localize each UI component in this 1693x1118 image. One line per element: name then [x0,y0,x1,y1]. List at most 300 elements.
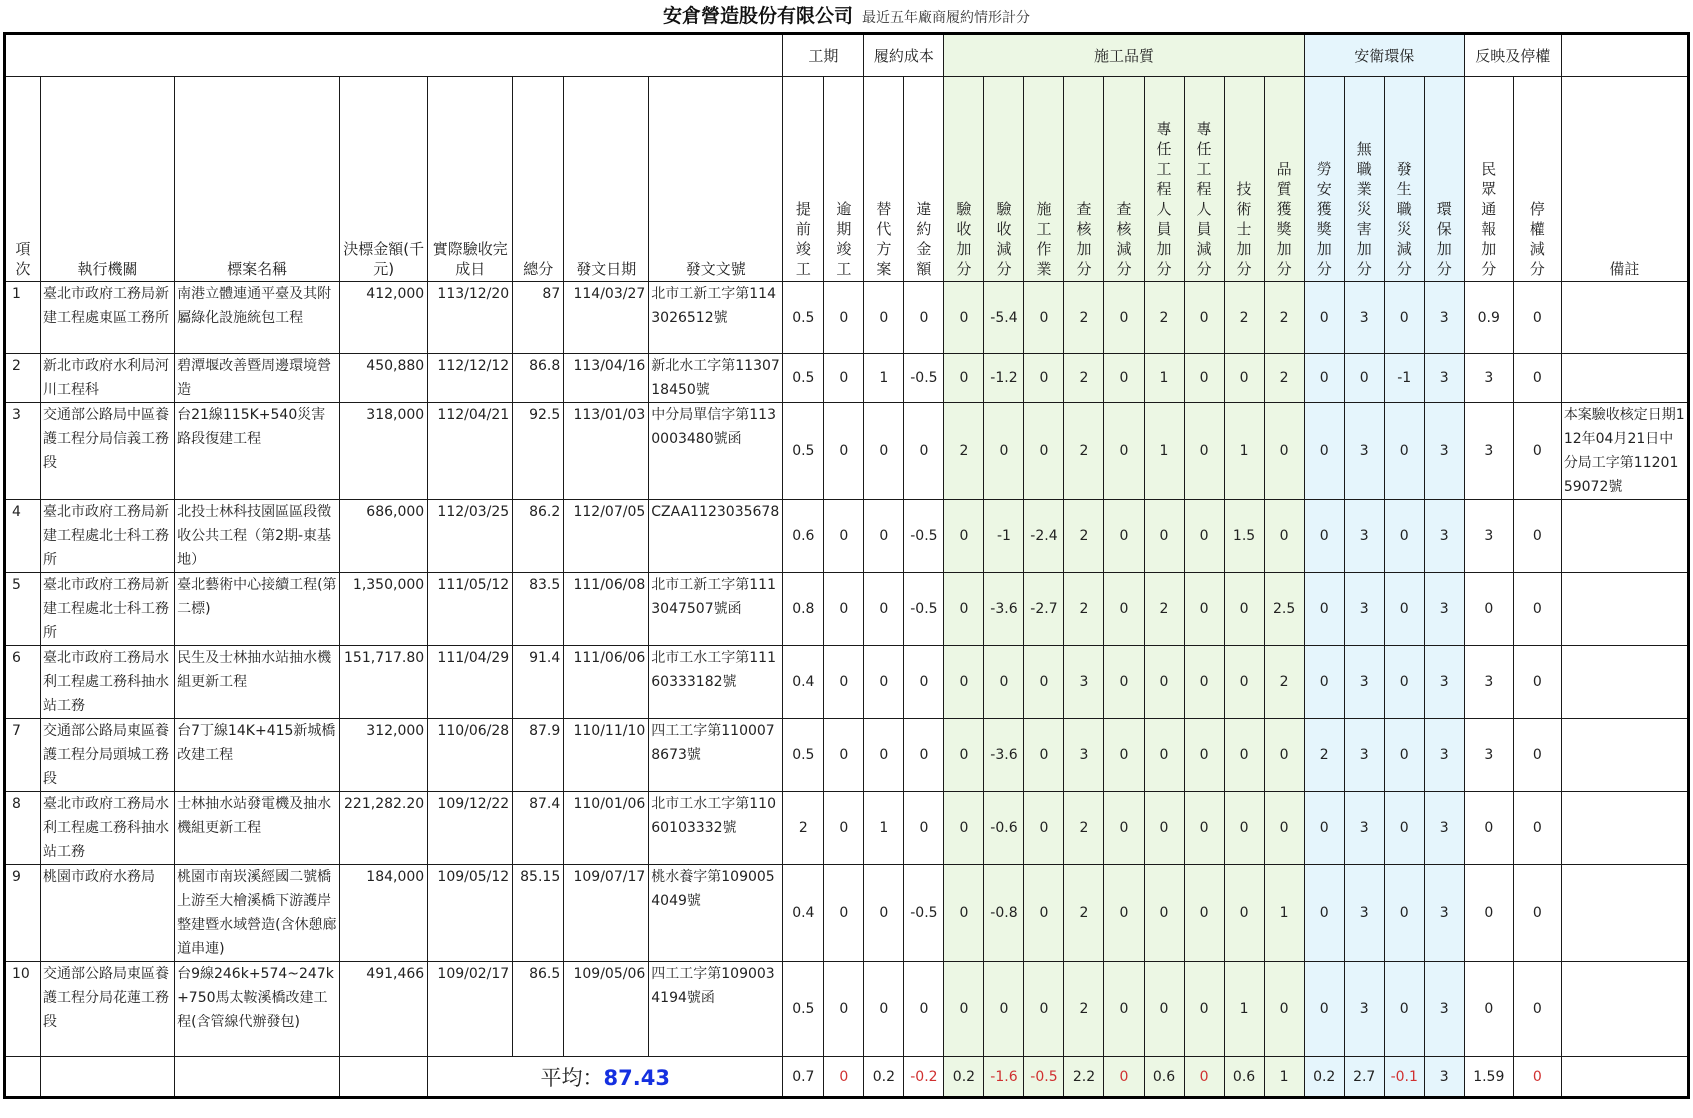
row-score-12: 0 [1224,354,1264,403]
row-score-7: 0 [1024,282,1064,354]
row-score-11: 0 [1184,719,1224,792]
row-score-1: 0.6 [783,500,824,573]
row-score-15: 3 [1344,719,1384,792]
row-score-19: 0 [1513,719,1561,792]
row-index: 3 [5,403,41,500]
performance-score-table [3,32,1690,1099]
row-score-2: 0 [824,792,864,865]
table-row [5,403,1689,500]
row-doc-date: 112/07/05 [564,500,649,573]
row-score-16: -1 [1384,354,1424,403]
row-accept-date: 109/05/12 [428,865,513,962]
row-remark [1561,354,1688,403]
row-score-10: 0 [1144,792,1184,865]
row-total: 91.4 [513,646,564,719]
col-idx: 項次 [5,77,41,282]
row-score-11: 0 [1184,354,1224,403]
row-score-2: 0 [824,500,864,573]
row-amount: 686,000 [340,500,428,573]
row-score-4: -0.5 [904,354,944,403]
group-quality: 施工品質 [944,34,1304,77]
group-report: 反映及停權 [1464,34,1561,77]
row-doc-date: 110/01/06 [564,792,649,865]
row-score-5: 0 [944,500,984,573]
row-score-3: 1 [864,792,904,865]
row-score-13: 0 [1264,962,1304,1057]
table-row [5,500,1689,573]
row-score-16: 0 [1384,962,1424,1057]
row-score-2: 0 [824,282,864,354]
row-score-9: 0 [1104,500,1144,573]
row-project-name: 台21線115K+540災害路段復建工程 [175,403,340,500]
col-environment-bonus: 環保加分 [1424,77,1464,282]
average-score-16: -0.1 [1384,1057,1424,1098]
table-row [5,282,1689,354]
row-score-17: 3 [1424,962,1464,1057]
row-score-9: 0 [1104,573,1144,646]
row-score-10: 0 [1144,719,1184,792]
row-score-9: 0 [1104,962,1144,1057]
row-doc-no: CZAA1123035678 [649,500,783,573]
row-doc-date: 113/04/16 [564,354,649,403]
row-score-16: 0 [1384,403,1424,500]
row-score-12: 2 [1224,282,1264,354]
col-engineer-deduction: 專任工程人員減分 [1184,77,1224,282]
row-agency: 臺北市政府工務局新建工程處北士科工務所 [41,573,175,646]
row-score-17: 3 [1424,354,1464,403]
average-score-19: 0 [1513,1057,1561,1098]
row-agency: 臺北市政府工務局新建工程處北士科工務所 [41,500,175,573]
average-score-5: 0.2 [944,1057,984,1098]
row-score-18: 0 [1464,865,1513,962]
average-score-8: 2.2 [1064,1057,1104,1098]
average-score-9: 0 [1104,1057,1144,1098]
col-accident-deduction: 發生職災減分 [1384,77,1424,282]
group-safety: 安衛環保 [1304,34,1464,77]
row-score-4: 0 [904,403,944,500]
row-score-4: 0 [904,792,944,865]
row-score-7: 0 [1024,646,1064,719]
row-score-4: -0.5 [904,573,944,646]
row-score-19: 0 [1513,500,1561,573]
average-score-17: 3 [1424,1057,1464,1098]
row-score-13: 2.5 [1264,573,1304,646]
row-score-1: 0.5 [783,403,824,500]
row-score-12: 0 [1224,865,1264,962]
row-score-15: 3 [1344,500,1384,573]
average-blank-cell [41,1057,175,1098]
row-amount: 221,282.20 [340,792,428,865]
row-score-8: 2 [1064,865,1104,962]
row-score-15: 3 [1344,403,1384,500]
row-score-10: 2 [1144,573,1184,646]
average-row [5,1057,1689,1098]
table-row [5,792,1689,865]
row-score-10: 0 [1144,500,1184,573]
row-agency: 臺北市政府工務局水利工程處工務科抽水站工務 [41,792,175,865]
row-score-8: 2 [1064,403,1104,500]
row-agency: 交通部公路局中區養護工程分局信義工務段 [41,403,175,500]
row-score-4: 0 [904,962,944,1057]
col-engineer-bonus: 專任工程人員加分 [1144,77,1184,282]
report-subtitle: 最近五年廠商履約情形計分 [862,10,1031,26]
row-score-10: 0 [1144,962,1184,1057]
row-index: 4 [5,500,41,573]
table-row [5,962,1689,1057]
row-project-name: 南港立體連通平臺及其附屬綠化設施統包工程 [175,282,340,354]
row-score-1: 0.5 [783,962,824,1057]
row-score-11: 0 [1184,403,1224,500]
row-score-5: 2 [944,403,984,500]
row-doc-date: 113/01/03 [564,403,649,500]
row-project-name: 桃園市南崁溪經國二號橋上游至大檜溪橋下游護岸整建暨水域營造(含休憩廊道串連) [175,865,340,962]
row-score-6: 0 [984,646,1024,719]
row-score-13: 0 [1264,792,1304,865]
row-score-18: 0 [1464,573,1513,646]
row-score-3: 0 [864,646,904,719]
row-index: 8 [5,792,41,865]
row-score-2: 0 [824,962,864,1057]
col-doc-date: 發文日期 [564,77,649,282]
average-blank-cell [5,1057,41,1098]
row-score-14: 2 [1304,719,1344,792]
row-score-3: 0 [864,282,904,354]
row-remark [1561,865,1688,962]
row-doc-no: 北市工水工字第11160333182號 [649,646,783,719]
average-score-11: 0 [1184,1057,1224,1098]
table-row [5,573,1689,646]
average-remark-cell [1561,1057,1688,1098]
row-score-14: 0 [1304,354,1344,403]
row-score-19: 0 [1513,646,1561,719]
average-total-cell [428,1057,783,1098]
row-score-6: -1 [984,500,1024,573]
col-audit-deduction: 查核減分 [1104,77,1144,282]
row-score-5: 0 [944,719,984,792]
col-public-report-bonus: 民眾通報加分 [1464,77,1513,282]
average-label: 平均： [540,1065,604,1090]
row-score-17: 3 [1424,403,1464,500]
row-doc-no: 四工工字第1100078673號 [649,719,783,792]
row-remark: 本案驗收核定日期112年04月21日中分局工字第1120159072號 [1561,403,1688,500]
row-total: 87.4 [513,792,564,865]
column-header-row [5,77,1689,282]
row-score-3: 0 [864,865,904,962]
row-score-16: 0 [1384,500,1424,573]
row-doc-no: 北市工水工字第11060103332號 [649,792,783,865]
average-score-12: 0.6 [1224,1057,1264,1098]
row-score-16: 0 [1384,573,1424,646]
row-score-18: 3 [1464,500,1513,573]
row-score-16: 0 [1384,792,1424,865]
row-score-1: 0.8 [783,573,824,646]
row-accept-date: 112/04/21 [428,403,513,500]
row-score-7: 0 [1024,792,1064,865]
row-index: 6 [5,646,41,719]
row-remark [1561,962,1688,1057]
row-score-10: 0 [1144,646,1184,719]
row-score-11: 0 [1184,962,1224,1057]
col-remark: 備註 [1561,77,1688,282]
col-penalty-amount: 違約金額 [904,77,944,282]
row-score-18: 3 [1464,719,1513,792]
row-agency: 桃園市政府水務局 [41,865,175,962]
row-score-19: 0 [1513,282,1561,354]
row-score-6: 0 [984,962,1024,1057]
table-row [5,646,1689,719]
row-doc-date: 110/11/10 [564,719,649,792]
row-score-7: 0 [1024,962,1064,1057]
row-score-19: 0 [1513,792,1561,865]
row-score-11: 0 [1184,573,1224,646]
average-score-1: 0.7 [783,1057,824,1098]
row-score-16: 0 [1384,646,1424,719]
row-score-8: 2 [1064,962,1104,1057]
row-score-15: 3 [1344,865,1384,962]
row-amount: 412,000 [340,282,428,354]
row-score-11: 0 [1184,500,1224,573]
row-score-1: 0.4 [783,865,824,962]
row-score-8: 2 [1064,500,1104,573]
row-accept-date: 110/06/28 [428,719,513,792]
average-score-7: -0.5 [1024,1057,1064,1098]
row-score-17: 3 [1424,719,1464,792]
average-score-14: 0.2 [1304,1057,1344,1098]
row-score-14: 0 [1304,573,1344,646]
col-early-completion: 提前竣工 [783,77,824,282]
row-score-12: 0 [1224,646,1264,719]
row-score-17: 3 [1424,865,1464,962]
col-amount: 決標金額(千元) [340,77,428,282]
row-score-14: 0 [1304,282,1344,354]
row-score-13: 2 [1264,282,1304,354]
row-score-12: 0 [1224,573,1264,646]
row-score-1: 0.5 [783,282,824,354]
average-score-13: 1 [1264,1057,1304,1098]
row-score-18: 0.9 [1464,282,1513,354]
row-agency: 臺北市政府工務局水利工程處工務科抽水站工務 [41,646,175,719]
row-score-13: 2 [1264,646,1304,719]
row-remark [1561,792,1688,865]
row-score-17: 3 [1424,792,1464,865]
row-score-2: 0 [824,573,864,646]
row-score-16: 0 [1384,282,1424,354]
row-score-18: 3 [1464,403,1513,500]
row-index: 1 [5,282,41,354]
row-amount: 184,000 [340,865,428,962]
row-score-1: 2 [783,792,824,865]
col-no-accident-bonus: 無職業災害加分 [1344,77,1384,282]
average-score-6: -1.6 [984,1057,1024,1098]
row-total: 87 [513,282,564,354]
row-score-7: 0 [1024,865,1064,962]
row-score-6: -3.6 [984,573,1024,646]
row-score-10: 0 [1144,865,1184,962]
table-row [5,719,1689,792]
col-suspension-deduction: 停權減分 [1513,77,1561,282]
row-score-9: 0 [1104,865,1144,962]
group-cost: 履約成本 [864,34,944,77]
row-score-4: -0.5 [904,500,944,573]
row-score-19: 0 [1513,403,1561,500]
row-index: 10 [5,962,41,1057]
row-score-8: 2 [1064,792,1104,865]
row-score-5: 0 [944,792,984,865]
average-score-4: -0.2 [904,1057,944,1098]
row-score-9: 0 [1104,792,1144,865]
row-score-11: 0 [1184,865,1224,962]
row-score-6: -5.4 [984,282,1024,354]
row-score-3: 0 [864,500,904,573]
row-amount: 491,466 [340,962,428,1057]
row-project-name: 民生及士林抽水站抽水機組更新工程 [175,646,340,719]
row-accept-date: 112/03/25 [428,500,513,573]
company-name: 安倉營造股份有限公司 [662,5,853,27]
row-score-2: 0 [824,865,864,962]
group-schedule: 工期 [783,34,864,77]
row-score-13: 0 [1264,403,1304,500]
group-header-row [5,34,1689,77]
row-score-4: -0.5 [904,865,944,962]
row-score-16: 0 [1384,719,1424,792]
row-score-9: 0 [1104,646,1144,719]
row-doc-date: 111/06/08 [564,573,649,646]
row-score-7: 0 [1024,719,1064,792]
row-score-15: 3 [1344,573,1384,646]
col-safety-award-bonus: 勞安獲獎加分 [1304,77,1344,282]
row-agency: 新北市政府水利局河川工程科 [41,354,175,403]
average-blank-cell [340,1057,428,1098]
row-doc-no: 中分局單信字第1130003480號函 [649,403,783,500]
blank-group-header [5,34,783,77]
row-score-9: 0 [1104,403,1144,500]
row-accept-date: 109/12/22 [428,792,513,865]
row-score-10: 1 [1144,403,1184,500]
row-score-15: 3 [1344,792,1384,865]
row-remark [1561,500,1688,573]
blank-remark-group [1561,34,1688,77]
row-score-11: 0 [1184,792,1224,865]
row-score-10: 2 [1144,282,1184,354]
row-score-13: 0 [1264,719,1304,792]
row-total: 87.9 [513,719,564,792]
row-doc-no: 北市工新工字第1113047507號函 [649,573,783,646]
row-score-11: 0 [1184,646,1224,719]
row-score-12: 0 [1224,792,1264,865]
col-acceptance-deduction: 驗收減分 [984,77,1024,282]
col-name: 標案名稱 [175,77,340,282]
row-score-13: 0 [1264,500,1304,573]
row-score-1: 0.5 [783,719,824,792]
row-project-name: 臺北藝術中心接續工程(第二標) [175,573,340,646]
row-amount: 318,000 [340,403,428,500]
row-score-19: 0 [1513,354,1561,403]
row-score-15: 3 [1344,646,1384,719]
row-index: 7 [5,719,41,792]
row-score-8: 3 [1064,646,1104,719]
average-score-15: 2.7 [1344,1057,1384,1098]
row-doc-no: 四工工字第1090034194號函 [649,962,783,1057]
table-body [5,282,1689,1098]
row-score-6: -1.2 [984,354,1024,403]
row-doc-no: 北市工新工字第1143026512號 [649,282,783,354]
row-score-18: 0 [1464,962,1513,1057]
row-project-name: 碧潭堰改善暨周邊環境營造 [175,354,340,403]
row-score-6: -0.8 [984,865,1024,962]
row-score-13: 2 [1264,354,1304,403]
row-score-12: 1 [1224,403,1264,500]
row-score-7: -2.4 [1024,500,1064,573]
average-blank-cell [175,1057,340,1098]
row-accept-date: 111/04/29 [428,646,513,719]
row-score-2: 0 [824,403,864,500]
row-doc-date: 114/03/27 [564,282,649,354]
row-accept-date: 112/12/12 [428,354,513,403]
row-score-14: 0 [1304,646,1344,719]
row-agency: 交通部公路局東區養護工程分局花蓮工務段 [41,962,175,1057]
row-score-8: 2 [1064,354,1104,403]
row-score-12: 0 [1224,719,1264,792]
row-score-19: 0 [1513,573,1561,646]
row-score-5: 0 [944,646,984,719]
average-value: 87.43 [603,1065,670,1090]
row-score-4: 0 [904,719,944,792]
row-total: 92.5 [513,403,564,500]
row-score-5: 0 [944,354,984,403]
row-score-17: 3 [1424,573,1464,646]
row-total: 86.8 [513,354,564,403]
row-score-3: 1 [864,354,904,403]
row-score-15: 0 [1344,354,1384,403]
col-doc-no: 發文文號 [649,77,783,282]
row-score-8: 2 [1064,573,1104,646]
row-score-4: 0 [904,646,944,719]
row-score-12: 1 [1224,962,1264,1057]
row-score-14: 0 [1304,403,1344,500]
row-score-2: 0 [824,646,864,719]
row-amount: 1,350,000 [340,573,428,646]
row-doc-no: 桃水養字第1090054049號 [649,865,783,962]
row-score-5: 0 [944,282,984,354]
row-amount: 312,000 [340,719,428,792]
row-score-16: 0 [1384,865,1424,962]
row-score-3: 0 [864,962,904,1057]
row-remark [1561,646,1688,719]
col-acceptance-bonus: 驗收加分 [944,77,984,282]
row-project-name: 台7丁線14K+415新城橋改建工程 [175,719,340,792]
row-score-3: 0 [864,573,904,646]
row-index: 9 [5,865,41,962]
row-score-5: 0 [944,573,984,646]
page-title [0,0,1693,32]
col-audit-bonus: 查核加分 [1064,77,1104,282]
row-total: 83.5 [513,573,564,646]
row-score-9: 0 [1104,354,1144,403]
row-score-10: 1 [1144,354,1184,403]
row-score-18: 3 [1464,646,1513,719]
row-amount: 151,717.80 [340,646,428,719]
row-doc-date: 111/06/06 [564,646,649,719]
row-remark [1561,282,1688,354]
col-alternative-plan: 替代方案 [864,77,904,282]
row-score-5: 0 [944,962,984,1057]
row-score-6: 0 [984,403,1024,500]
average-score-10: 0.6 [1144,1057,1184,1098]
row-agency: 交通部公路局東區養護工程分局頭城工務段 [41,719,175,792]
row-project-name: 台9線246k+574~247k+750馬太鞍溪橋改建工程(含管線代辦發包) [175,962,340,1057]
row-score-14: 0 [1304,792,1344,865]
col-construction-work: 施工作業 [1024,77,1064,282]
